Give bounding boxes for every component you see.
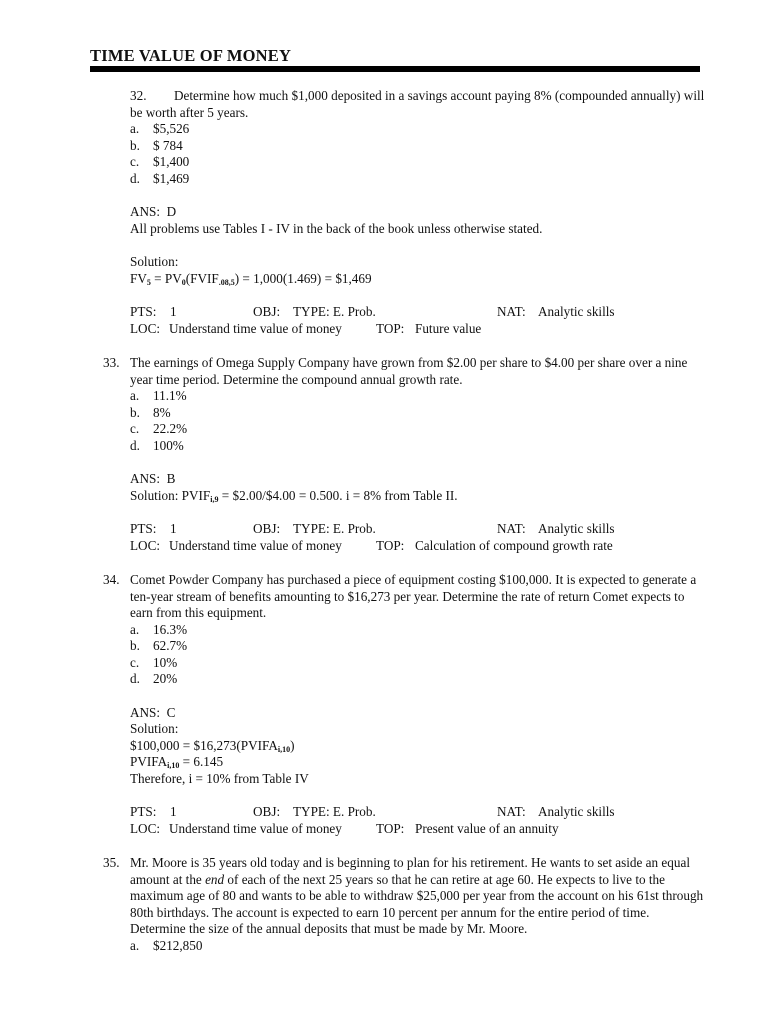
choice-c: c. 22.2% bbox=[130, 421, 188, 436]
question-stem: The earnings of Omega Supply Company have grown from $2.00 per share to $4.00 per share over a nine year time period. Determine the compound annual growth rate. bbox=[130, 355, 688, 387]
meta-row-loc: LOC: Understand time value of money TOP: Future value bbox=[130, 320, 482, 336]
question-stem: Determine how much $1,000 deposited in a savings account paying 8% (compounded annually) will be worth after 5 years. bbox=[130, 88, 705, 120]
solution-label: Solution: bbox=[130, 254, 179, 269]
page-header-title: TIME VALUE OF MONEY bbox=[90, 46, 292, 65]
answer-line: ANS: B bbox=[130, 471, 176, 486]
meta-row-pts: PTS: 1 OBJ: TYPE: E. Prob. NAT: Analytic skills bbox=[130, 304, 615, 319]
solution-line-3: Therefore, i = 10% from Table IV bbox=[130, 770, 309, 786]
emphasis-end: end bbox=[205, 871, 225, 887]
choice-c: c. $1,400 bbox=[130, 154, 190, 169]
question-35 bbox=[0, 855, 768, 954]
question-number: 32. bbox=[130, 88, 147, 103]
question-number: 33. bbox=[103, 355, 120, 370]
header-rule bbox=[90, 66, 700, 72]
answer-line: ANS: C bbox=[130, 704, 176, 720]
table-note: All problems use Tables I - IV in the back of the book unless otherwise stated. bbox=[130, 220, 543, 236]
solution-formula: $FV_5$ = $PV_0(FVIF_{.08,5}) = 1,000(1.469)$ = $1,469 bbox=[130, 270, 372, 287]
choice-c: c. 10% bbox=[130, 654, 178, 670]
answer-line: ANS: D bbox=[130, 204, 177, 219]
solution-label: Solution: bbox=[130, 721, 179, 736]
question-32 bbox=[0, 88, 768, 337]
meta-row-loc: LOC: Understand time value of money TOP: Calculation of compound growth rate bbox=[130, 537, 613, 553]
solution-line: Solution: $PVIF_{i,9}$ = $2.00/$4.00 = 0.500. i = 8% from Table II. bbox=[130, 487, 458, 504]
question-33 bbox=[0, 355, 768, 554]
choice-b: b. 8% bbox=[130, 404, 171, 420]
choice-d: d. $1,469 bbox=[130, 170, 190, 186]
meta-row-pts: PTS: 1 OBJ: TYPE: E. Prob. NAT: Analytic skills bbox=[130, 521, 615, 536]
solution-line-1: $100,000 = $\$16,273(PVIFA_{i,10})$ bbox=[130, 737, 295, 754]
choice-d: d. 100% bbox=[130, 437, 184, 453]
question-stem: Comet Powder Company has purchased a piece of equipment costing $100,000. It is expected to generate a ten-year stream of benefits amounting to $16,273 per year. Determine the rate of return Comet expects to earn from this equipment. bbox=[130, 572, 697, 620]
question-number: 35. bbox=[103, 855, 120, 870]
question-number: 34. bbox=[103, 572, 120, 587]
meta-row-loc: LOC: Understand time value of money TOP: Present value of an annuity bbox=[130, 820, 559, 836]
question-stem: Mr. Moore is 35 years old today and is beginning to plan for his retirement. He wants to set aside an equal amount at the end of each of the next 25 years so that he can retire at age 60. He expects to live to the maximum age of 80 and wants to be able to withdraw $25,000 per year from the account on his 61st through 80th birthdays. The account is expected to earn 10 percent per annum for the entire period of time. Determine the size of the annual deposits that must be made by Mr. Moore. bbox=[130, 855, 704, 936]
choice-a: a. $212,850 bbox=[130, 937, 203, 953]
choice-d: d. 20% bbox=[130, 671, 178, 686]
choice-a: a. $5,526 bbox=[130, 121, 190, 136]
question-34 bbox=[0, 572, 768, 837]
choice-b: b. $ 784 bbox=[130, 137, 183, 153]
document-body bbox=[0, 88, 768, 972]
choice-b: b. 62.7% bbox=[130, 638, 188, 653]
meta-row-pts: PTS: 1 OBJ: TYPE: E. Prob. NAT: Analytic skills bbox=[130, 804, 615, 819]
choice-a: a. 16.3% bbox=[130, 621, 188, 637]
choice-a: a. 11.1% bbox=[130, 388, 187, 403]
solution-line-2: $PVIFA_{i,10} = 6.145$ bbox=[130, 754, 224, 770]
